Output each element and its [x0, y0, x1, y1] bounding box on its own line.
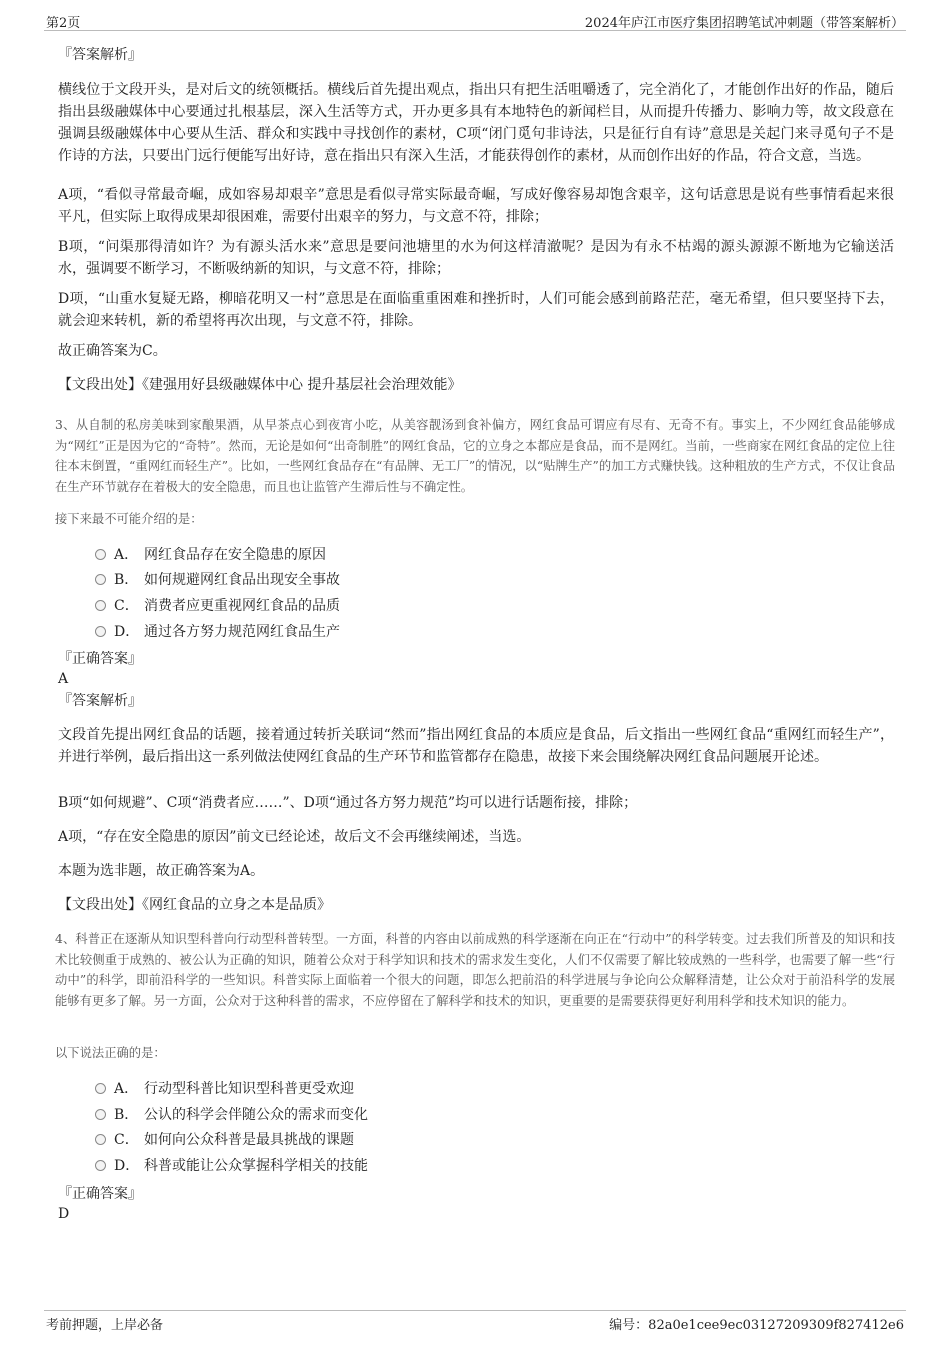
q3-option-a[interactable]: A． 网红食品存在安全隐患的原因 — [95, 544, 326, 566]
q3-answer-label: 『正确答案』 — [58, 651, 142, 667]
footer-slogan: 考前押题，上岸必备 — [46, 1318, 164, 1333]
q4-option-b[interactable]: B． 公认的科学会伴随公众的需求而变化 — [95, 1104, 368, 1126]
q3-option-b[interactable]: B． 如何规避网红食品出现安全事故 — [95, 569, 340, 591]
q3-passage: 3、从自制的私房美味到家酿果酒，从早茶点心到夜宵小吃，从美容靓汤到食补偏方，网红食品可谓应有尽有、无奇不有。事实上，不少网红食品能够成为“网红”正是因为它的“奇特”。然而，无论是如何“出奇制胜”的网红食品，它的立身之本都应是食品，而不是网红。当前，一些商家在网红食品的定位上往往本末倒置，“重网红而轻生产”。比如，一些网红食品存在“有品牌、无工厂”的情况，以“贴牌生产”的加工方式赚快钱。这种粗放的生产方式，不仅让食品在生产环节就存在着极大的安全隐患，而且也让监管产生滞后性与不确定性。 — [55, 418, 895, 494]
q2-analysis-paragraph-1: 横线位于文段开头，是对后文的统领概括。横线后首先提出观点，指出只有把生活咀嚼透了，完全消化了，才能创作出好的作品，随后指出县级融媒体中心要通过扎根基层，深入生活等方式，开办更多具有本地特色的新闻栏目，从而提升传播力、影响力等，故文段意在强调县级融媒体中心要从生活、群众和实践中寻找创作的素材，C项“闭门觅句非诗法，只是征行自有诗”意思是关起门来寻觅句子不是作诗的方法，只要出门远行便能写出好诗，意在指出只有深入生活，才能获得创作的素材，从而创作出好的作品，符合文意，当选。 — [58, 82, 894, 164]
q3-option-c[interactable]: C． 消费者应更重视网红食品的品质 — [95, 595, 340, 617]
q3-answer: A — [58, 671, 69, 687]
q3-analysis-label: 『答案解析』 — [58, 693, 142, 709]
q3-option-d[interactable]: D． 通过各方努力规范网红食品生产 — [95, 621, 340, 643]
q4-option-a[interactable]: A． 行动型科普比知识型科普更受欢迎 — [95, 1078, 354, 1100]
q2-source: 【文段出处】《建强用好县级融媒体中心 提升基层社会治理效能》 — [58, 377, 462, 393]
page-number: 第2页 — [46, 16, 81, 31]
q2-analysis-label-block — [58, 44, 894, 66]
q4-stem: 以下说法正确的是： — [55, 1046, 166, 1060]
radio-icon[interactable] — [95, 1134, 106, 1145]
radio-icon[interactable] — [95, 574, 106, 585]
radio-icon[interactable] — [95, 1083, 106, 1094]
q4-answer-label: 『正确答案』 — [58, 1186, 142, 1202]
q4-option-c[interactable]: C． 如何向公众科普是最具挑战的课题 — [95, 1129, 354, 1151]
q3-analysis-paragraph-1: 文段首先提出网红食品的话题，接着通过转折关联词“然而”指出网红食品的本质应是食品，后文指出一些网红食品“重网红而轻生产”，并进行举例，最后指出这一系列做法使网红食品的生产环节和监管都存在隐患，故接下来会围绕解决网红食品问题展开论述。 — [58, 727, 894, 765]
q3-answer-statement: 本题为选非题，故正确答案为A。 — [58, 863, 265, 879]
radio-icon[interactable] — [95, 626, 106, 637]
q3-stem: 接下来最不可能介绍的是： — [55, 512, 203, 526]
radio-icon[interactable] — [95, 600, 106, 611]
q2-analysis-label: 『答案解析』 — [58, 47, 142, 63]
radio-icon[interactable] — [95, 549, 106, 560]
q3-analysis-paragraph-3: A项，“存在安全隐患的原因”前文已经论述，故后文不会再继续阐述，当选。 — [58, 829, 531, 845]
document-id: 编号：82a0e1cee9ec03127209309f827412e6 — [609, 1318, 904, 1333]
page-footer — [44, 1310, 906, 1333]
radio-icon[interactable] — [95, 1109, 106, 1120]
radio-icon[interactable] — [95, 1160, 106, 1171]
q2-analysis-paragraph-2: A项，“看似寻常最奇崛，成如容易却艰辛”意思是看似寻常实际最奇崛，写成好像容易却饱含艰辛，这句话意思是说有些事情看起来很平凡，但实际上取得成果却很困难，需要付出艰辛的努力，与文意不符，排除； — [58, 187, 894, 225]
q2-answer-statement: 故正确答案为C。 — [58, 343, 167, 359]
q2-analysis-paragraph-3: B项，“问渠那得清如许？为有源头活水来”意思是要问池塘里的水为何这样清澈呢？是因为有永不枯竭的源头源源不断地为它输送活水，强调要不断学习，不断吸纳新的知识，与文意不符，排除； — [58, 239, 894, 277]
q3-analysis-paragraph-2: B项“如何规避”、C项“消费者应……”、D项“通过各方努力规范”均可以进行话题衔接，排除； — [58, 795, 638, 811]
q4-answer: D — [58, 1206, 70, 1222]
q4-option-d[interactable]: D． 科普或能让公众掌握科学相关的技能 — [95, 1155, 368, 1177]
q2-analysis-paragraph-4: D项，“山重水复疑无路，柳暗花明又一村”意思是在面临重重困难和挫折时，人们可能会感到前路茫茫，毫无希望，但只要坚持下去，就会迎来转机，新的希望将再次出现，与文意不符，排除。 — [58, 291, 894, 329]
q4-passage: 4、科普正在逐渐从知识型科普向行动型科普转型。一方面，科普的内容由以前成熟的科学逐渐在向正在“行动中”的科学转变。过去我们所普及的知识和技术比较侧重于成熟的、被公认为正确的知识，随着公众对于科学知识和技术的需求发生变化，人们不仅需要了解比较成熟的一些科学，也需要了解一些“行动中”的科学，即前沿科学的一些知识。科普实际上面临着一个很大的问题，即怎么把前沿的科学进展与争论向公众解释清楚，让公众对于前沿科学的发展能够有更多了解。另一方面，公众对于这种科普的需求，不应停留在了解科学和技术的知识，更重要的是需要获得更好利用科学和技术知识的能力。 — [55, 932, 895, 1008]
q3-source: 【文段出处】《网红食品的立身之本是品质》 — [58, 897, 331, 913]
page-header — [44, 10, 906, 31]
document-title: 2024年庐江市医疗集团招聘笔试冲刺题（带答案解析） — [584, 16, 904, 31]
